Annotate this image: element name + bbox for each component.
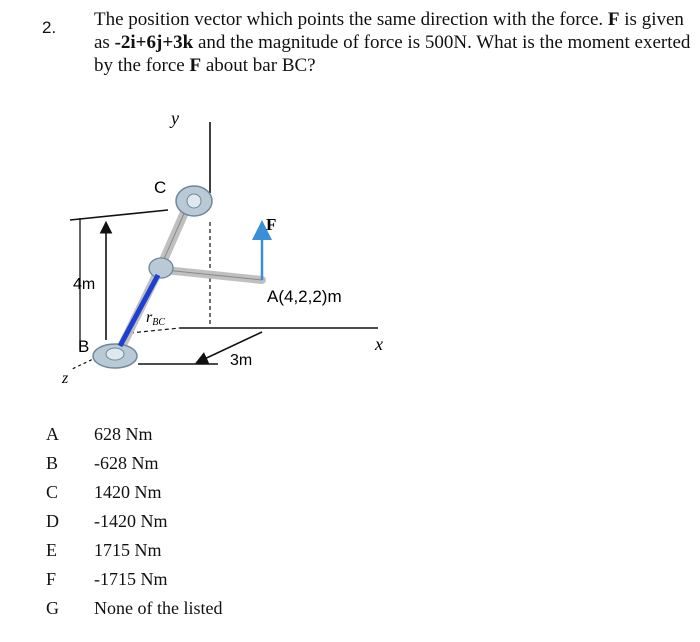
option-letter: G bbox=[46, 598, 59, 618]
option-value: None of the listed bbox=[94, 598, 223, 618]
joint-b-hub bbox=[106, 348, 124, 360]
force-label: F bbox=[266, 215, 277, 234]
dimension-4m-label: 4m bbox=[73, 276, 96, 293]
question-text bbox=[94, 8, 694, 77]
option-f[interactable] bbox=[46, 569, 346, 597]
point-b-label: B bbox=[78, 337, 90, 356]
position-vector: -2i+6j+3k bbox=[114, 32, 194, 53]
option-b[interactable] bbox=[46, 453, 346, 481]
joint-c-hub bbox=[187, 194, 201, 208]
option-letter: B bbox=[46, 453, 59, 473]
option-letter: C bbox=[46, 482, 59, 502]
joint-middle bbox=[149, 258, 173, 278]
option-a[interactable] bbox=[46, 424, 346, 452]
option-value: 628 Nm bbox=[94, 424, 153, 444]
option-value: -1420 Nm bbox=[94, 511, 168, 531]
option-letter: A bbox=[46, 424, 59, 444]
point-c-label: C bbox=[154, 178, 167, 197]
mechanics-figure bbox=[40, 100, 400, 400]
question-text-part2: is given as bbox=[94, 9, 684, 53]
r-bc-label: rBC bbox=[146, 309, 166, 328]
y-axis-label: y bbox=[171, 108, 179, 128]
option-letter: F bbox=[46, 569, 57, 589]
option-e[interactable] bbox=[46, 540, 346, 568]
r-bc-vector bbox=[120, 275, 158, 346]
question-number: 2. bbox=[42, 18, 57, 37]
option-d[interactable] bbox=[46, 511, 346, 539]
option-letter: E bbox=[46, 540, 57, 560]
option-letter: D bbox=[46, 511, 59, 531]
question-text-part3: and the magnitude of force is 500N. What is the moment exerted by the force bbox=[94, 32, 691, 76]
force-symbol-2: F bbox=[189, 55, 202, 76]
force-symbol: F bbox=[607, 9, 620, 30]
x-axis-left-dashed bbox=[130, 328, 180, 333]
dimension-3m-label: 3m bbox=[230, 352, 253, 369]
option-value: 1715 Nm bbox=[94, 540, 162, 560]
z-axis-label: z bbox=[62, 370, 69, 387]
point-a-label: A(4,2,2)m bbox=[267, 287, 342, 306]
option-value: -1715 Nm bbox=[94, 569, 168, 589]
option-value: 1420 Nm bbox=[94, 482, 162, 502]
top-reference-line bbox=[70, 210, 168, 220]
option-c[interactable] bbox=[46, 482, 346, 510]
option-g[interactable] bbox=[46, 598, 346, 626]
option-value: -628 Nm bbox=[94, 453, 159, 473]
question-text-part4: about bar BC? bbox=[201, 55, 316, 76]
x-axis-label: x bbox=[375, 334, 383, 354]
question-text-part1: The position vector which points the same direction with the force. bbox=[94, 9, 608, 30]
